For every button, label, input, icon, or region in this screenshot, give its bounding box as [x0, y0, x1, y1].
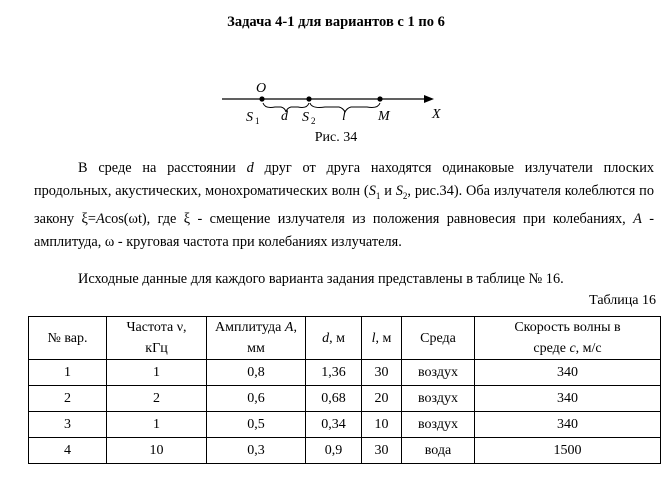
cell-amplitude: 0,5 — [207, 412, 306, 438]
cell-wave-speed: 340 — [475, 386, 661, 412]
table-row — [29, 360, 661, 386]
header-amplitude: Амплитуда A, мм — [207, 317, 306, 360]
table-row — [29, 438, 661, 464]
cell-medium: вода — [402, 438, 475, 464]
cell-frequency: 2 — [107, 386, 207, 412]
cell-d: 0,34 — [306, 412, 362, 438]
table-label: Таблица 16 — [589, 293, 656, 308]
cell-variant: 2 — [29, 386, 107, 412]
cell-amplitude: 0,8 — [207, 360, 306, 386]
cell-wave-speed: 340 — [475, 412, 661, 438]
problem-paragraph: В среде на расстоянии d друг от друга находятся одинаковые излучатели плоских продольных, акустических, монохроматических волн ($S_1$ и $S_2$, рис.34). Оба излучателя колеблются по закону ξ=Acos(ωt), где ξ - смещение излучателя из положения равновесия при колебаниях, A - амплитуда, ω - круговая частота при колебаниях излучателя. — [34, 160, 655, 250]
figure-34 — [0, 0, 672, 130]
label-s1: S — [246, 110, 253, 125]
label-s1-sub: 1 — [255, 116, 260, 126]
cell-l: 30 — [362, 438, 402, 464]
cell-variant: 4 — [29, 438, 107, 464]
point-m-dot — [377, 96, 382, 101]
label-s2: S — [302, 110, 309, 125]
header-variant: № вар. — [29, 317, 107, 360]
cell-wave-speed: 340 — [475, 360, 661, 386]
cell-d: 0,68 — [306, 386, 362, 412]
x-axis-arrow — [424, 95, 434, 103]
label-s2-sub: 2 — [311, 116, 316, 126]
label-m: M — [378, 109, 390, 124]
cell-variant: 1 — [29, 360, 107, 386]
header-medium: Среда — [402, 317, 475, 360]
emitter-s2-dot — [306, 96, 311, 101]
cell-l: 30 — [362, 360, 402, 386]
cell-medium: воздух — [402, 412, 475, 438]
variants-table — [28, 316, 661, 464]
cell-wave-speed: 1500 — [475, 438, 661, 464]
problem-title: Задача 4-1 для вариантов с 1 по 6 — [227, 14, 445, 30]
header-frequency: Частота ν, кГц — [107, 317, 207, 360]
header-d: d, м — [306, 317, 362, 360]
table-row — [29, 412, 661, 438]
cell-frequency: 1 — [107, 412, 207, 438]
cell-l: 20 — [362, 386, 402, 412]
figure-caption: Рис. 34 — [314, 130, 358, 145]
label-l: l — [342, 109, 346, 124]
table-header-row — [29, 317, 661, 360]
cell-medium: воздух — [402, 386, 475, 412]
cell-d: 1,36 — [306, 360, 362, 386]
table-row — [29, 386, 661, 412]
cell-frequency: 1 — [107, 360, 207, 386]
label-o: O — [256, 81, 267, 96]
cell-l: 10 — [362, 412, 402, 438]
cell-frequency: 10 — [107, 438, 207, 464]
cell-amplitude: 0,6 — [207, 386, 306, 412]
label-d: d — [281, 109, 288, 124]
header-wave-speed: Скорость волны в среде c, м/с — [475, 317, 661, 360]
cell-medium: воздух — [402, 360, 475, 386]
emitter-s1-dot — [259, 96, 264, 101]
cell-d: 0,9 — [306, 438, 362, 464]
cell-amplitude: 0,3 — [207, 438, 306, 464]
data-intro-paragraph: Исходные данные для каждого варианта задания представлены в таблице № 16. — [78, 271, 564, 287]
cell-variant: 3 — [29, 412, 107, 438]
header-l: l, м — [362, 317, 402, 360]
label-x: X — [432, 107, 441, 122]
